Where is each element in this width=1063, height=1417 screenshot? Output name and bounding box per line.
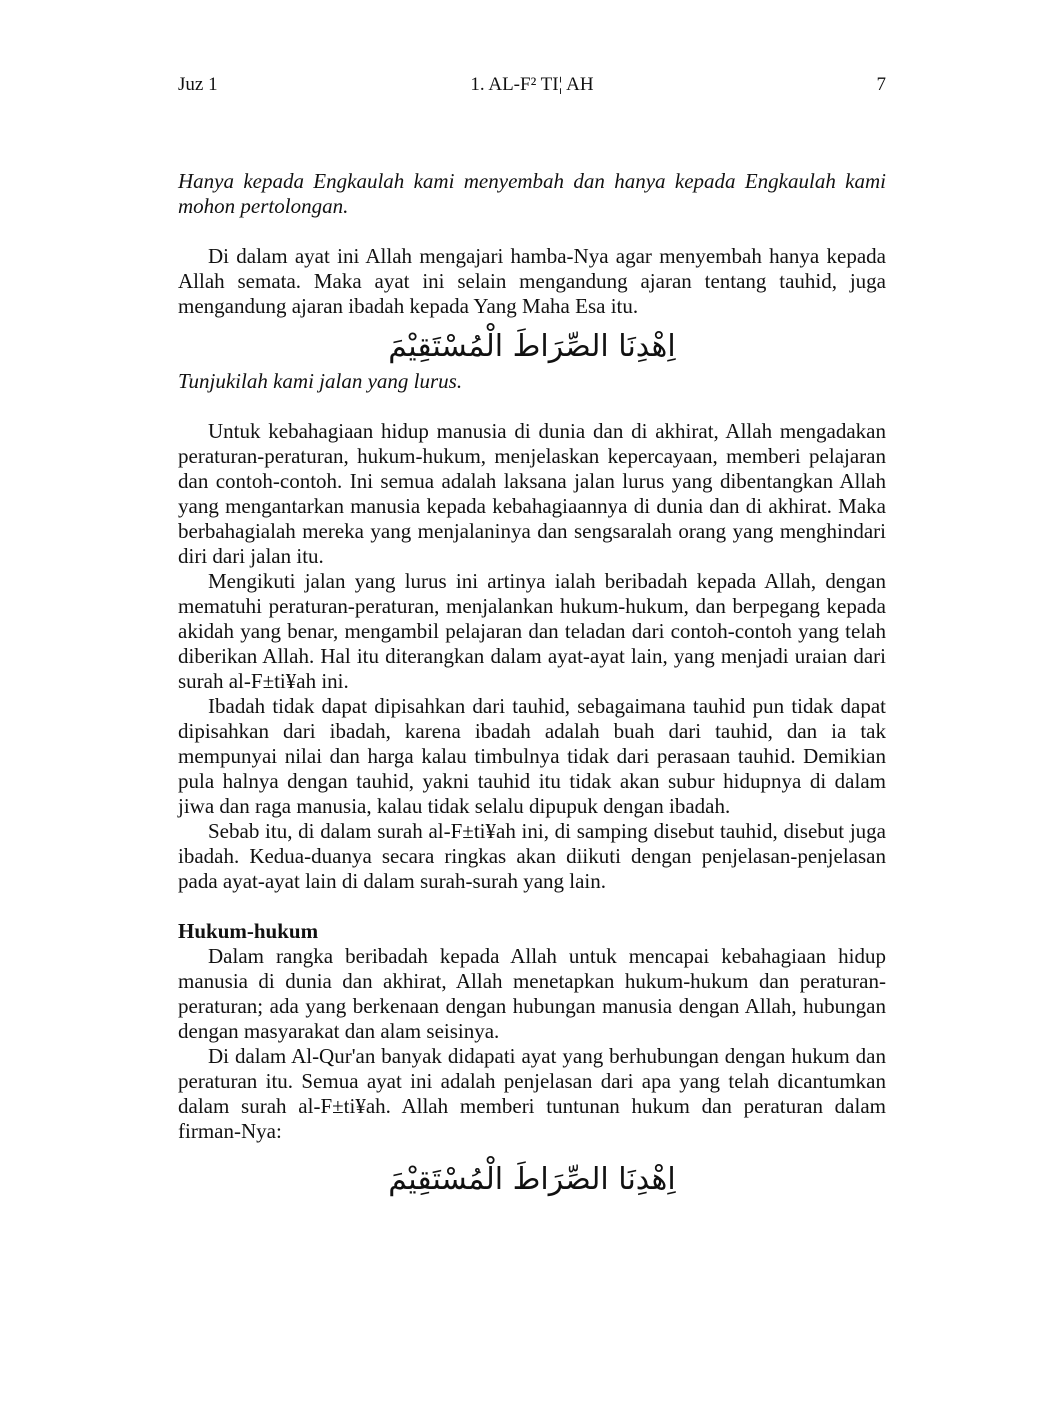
arabic-verse: اِهْدِنَا الصِّرَاطَ الْمُسْتَقِيْمَ	[388, 329, 676, 364]
commentary-paragraph: Mengikuti jalan yang lurus ini artinya ialah beribadah kepada Allah, dengan mematuhi peraturan-peraturan, menjalankan hukum-hukum, dan berpegang kepada akidah yang benar, mengambil pelajaran dan teladan dari contoh-contoh yang telah diberikan Allah. Hal itu diterangkan dalam ayat-ayat lain, yang menjadi uraian dari surah al-F±ti¥ah ini.	[178, 569, 886, 693]
running-header	[178, 72, 886, 98]
commentary-paragraph: Di dalam Al-Qur'an banyak didapati ayat yang berhubungan dengan hukum dan peraturan itu. Semua ayat ini adalah penjelasan dari apa yang telah dicantumkan dalam surah al-F±ti¥ah. Allah memberi tuntunan hukum dan peraturan dalam firman-Nya:	[178, 1044, 886, 1143]
translation-ayat-6: Tunjukilah kami jalan yang lurus.	[178, 369, 463, 393]
commentary-paragraph: Ibadah tidak dapat dipisahkan dari tauhid, sebagaimana tauhid pun tidak dapat dipisahkan dari ibadah, karena ibadah adalah buah dari tauhid, dan ia tak mempunyai nilai dan harga kalau timbulnya tidak dari perasaan tauhid. Demikian pula halnya dengan tauhid, yakni tauhid itu tidak akan subur hidupnya di dalam jiwa dan raga manusia, kalau tidak selalu dipupuk dengan ibadah.	[178, 694, 886, 818]
commentary-paragraph: Sebab itu, di dalam surah al-F±ti¥ah ini, di samping disebut tauhid, disebut juga ibadah. Kedua-duanya secara ringkas akan diikuti dengan penjelasan-penjelasan pada ayat-ayat lain di dalam surah-surah yang lain.	[178, 819, 886, 893]
page-body	[178, 72, 886, 1202]
commentary-paragraph: Dalam rangka beribadah kepada Allah untuk mencapai kebahagiaan hidup manusia di dunia dan akhirat, Allah menetapkan hukum-hukum dan peraturan-peraturan; ada yang berkenaan dengan hubungan manusia dengan Allah, hubungan dengan masyarakat dan alam seisinya.	[178, 944, 886, 1043]
translation-ayat-5: Hanya kepada Engkaulah kami menyembah dan hanya kepada Engkaulah kami mohon pertolongan.	[178, 169, 886, 218]
commentary-paragraph: Untuk kebahagiaan hidup manusia di dunia dan di akhirat, Allah mengadakan peraturan-peraturan, hukum-hukum, menjelaskan kepercayaan, memberi pelajaran dan contoh-contoh. Ini semua adalah laksana jalan lurus yang dibentangkan Allah yang mengantarkan manusia kepada kebahagiaannya di dunia dan di akhirat. Maka berbahagialah mereka yang menjalaninya dan sengsaralah orang yang menghindari diri dari jalan itu.	[178, 419, 886, 568]
arabic-verse: اِهْدِنَا الصِّرَاطَ الْمُسْتَقِيْمَ	[388, 1162, 676, 1197]
header-juz: Juz 1	[178, 74, 218, 95]
header-chapter-title: 1. AL-F² TI¦ AH	[470, 74, 594, 95]
section-heading: Hukum-hukum	[178, 919, 319, 943]
header-page-number: 7	[876, 74, 886, 95]
commentary-paragraph: Di dalam ayat ini Allah mengajari hamba-Nya agar menyembah hanya kepada Allah semata. Maka ayat ini selain mengandung ajaran tentang tauhid, juga mengandung ajaran ibadah kepada Yang Maha Esa itu.	[178, 244, 886, 318]
